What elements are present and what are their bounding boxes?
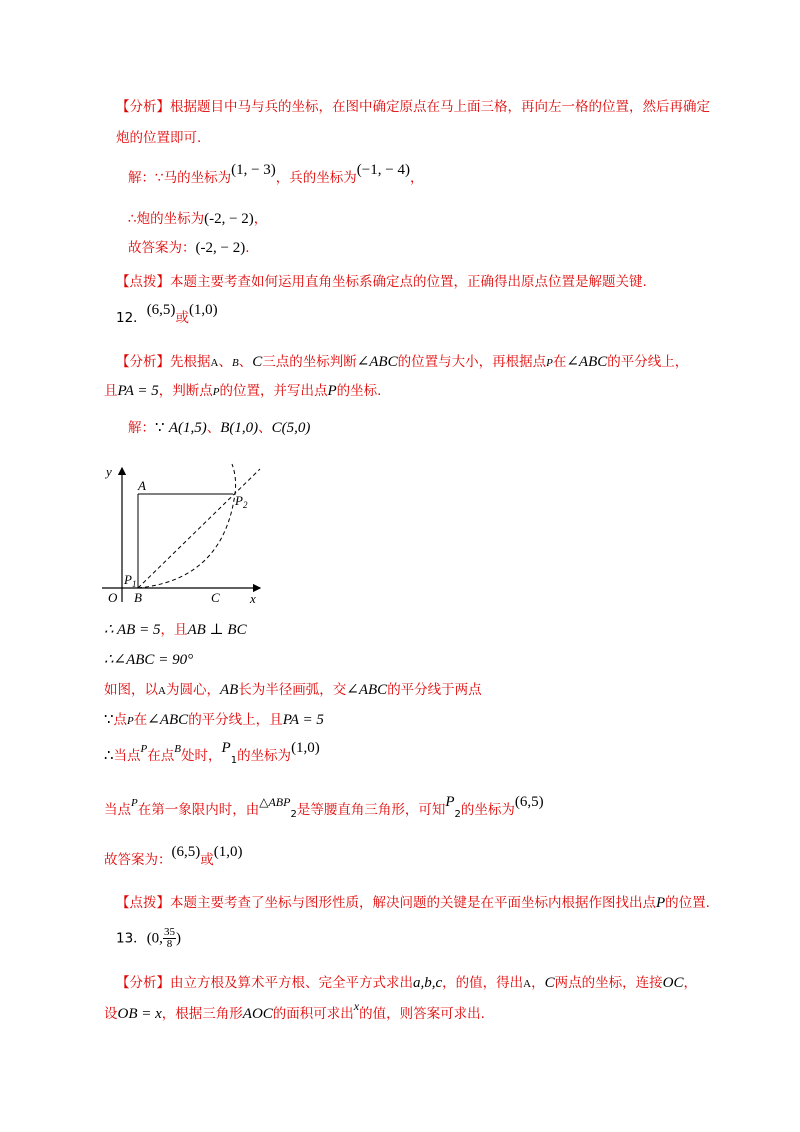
p11-cannon-prefix: ∴炮的坐标为 <box>128 211 205 227</box>
p13-an-t4: 两点的坐标，连接 <box>554 975 663 991</box>
p11-answer-prefix: 故答案为： <box>128 240 196 256</box>
p13-an-A: A <box>523 978 532 990</box>
triangle-AOC: AOC <box>242 1006 273 1022</box>
p12-s6-P2-sub: 2 <box>454 809 461 820</box>
p12-s5-B: B <box>174 743 182 755</box>
p12-s3-t4: 的平分线于两点 <box>387 682 482 698</box>
p12-s5-P1: P <box>221 740 231 756</box>
p12-given-line <box>128 418 310 438</box>
p12-s6-P2: P <box>445 794 455 810</box>
soldier-coordinate: (−1, − 4) <box>356 162 410 178</box>
p12-s5-t1: 当点 <box>113 748 141 764</box>
p11-cannon-end: ， <box>253 211 268 227</box>
p12-s1-text: ，且 <box>160 622 188 638</box>
p13-analysis-tag: 【分析】 <box>116 975 170 991</box>
p12-ans2-b: (1,0) <box>213 844 243 860</box>
p12-answer-a: (6,5) <box>146 302 176 318</box>
horse-coordinate: (1, − 3) <box>231 162 276 178</box>
OB-equals-x: OB = x <box>117 1006 162 1022</box>
p11-analysis-text: 根据题目中马与兵的坐标，在图中确定原点在马上面三格，再向左一格的位置，然后再确定 <box>170 99 710 115</box>
point-P-label: P <box>546 357 553 369</box>
p12-ans2-a: (6,5) <box>171 844 201 860</box>
p12-step6 <box>104 794 544 822</box>
fraction-denominator: 8 <box>166 938 173 950</box>
point-C-label: C <box>252 354 263 370</box>
var-x: x <box>353 999 360 1013</box>
p11-answer-line <box>128 238 250 258</box>
p12-an2-t2: ，判断点 <box>158 383 213 399</box>
p12-step4 <box>104 710 324 731</box>
p12-an-sep2: 、 <box>238 354 253 370</box>
angle-ABC-2: ∠ABC <box>566 354 608 370</box>
point-A-label: A <box>210 357 219 369</box>
p12-s4-t3: 的平分线上，且 <box>188 712 283 728</box>
point-P-label-2: P <box>212 386 220 398</box>
p12-s4-t1: 点 <box>113 712 128 728</box>
p12-an2-t1: 且 <box>104 383 118 399</box>
p12-step2 <box>104 650 193 670</box>
p13-an-C: C <box>544 975 555 991</box>
P2-coordinate: (6,5) <box>514 794 544 810</box>
p12-analysis-tag: 【分析】 <box>116 354 170 370</box>
p12-s6-tri-sub: 2 <box>290 809 297 820</box>
p12-s3-angle: ∠ABC <box>346 682 388 698</box>
figure-label-P1: $P_1$ <box>124 572 137 589</box>
p12-an-sep1: 、 <box>218 354 232 370</box>
point-P-label-3: P <box>327 383 337 399</box>
p12-s5-t4: 的坐标为 <box>237 748 292 764</box>
AB-perp-BC: AB ⊥ BC <box>187 622 247 638</box>
p12-an-t1: 先根据 <box>170 354 211 370</box>
p12-s6-t4: 的坐标为 <box>460 802 515 818</box>
p12-sol-prefix: 解： <box>128 420 155 436</box>
angle-ABC-90: ∴∠ABC = 90° <box>104 652 194 668</box>
p11-analysis-text-2: 炮的位置即可. <box>116 130 202 146</box>
cannon-coordinate: (-2, − 2) <box>204 211 254 227</box>
p11-analysis-line2 <box>116 128 201 148</box>
p12-s5-t3: 处时， <box>181 748 222 764</box>
p11-cannon-line <box>128 209 267 229</box>
angle-ABC: ∠ABC <box>356 354 398 370</box>
p12-an-t2: 三点的坐标判断 <box>262 354 357 370</box>
p12-s3-t1: 如图，以 <box>104 682 158 698</box>
p11-answer-coordinate: (-2, − 2) <box>195 240 246 256</box>
p12-answer-b: (1,0) <box>188 302 218 318</box>
p12-ans2-or: 或 <box>200 852 214 868</box>
p12-tip-line <box>116 893 710 913</box>
because-symbol: ∵ <box>155 420 165 436</box>
p12-an-t4: 在 <box>552 354 567 370</box>
p12-s4-t2: 在 <box>133 712 148 728</box>
x-axis-label: x <box>250 591 256 606</box>
p12-step1 <box>104 620 247 640</box>
p12-tip-t2: 的位置. <box>665 895 710 911</box>
vars-abc: a,b,c <box>413 975 443 991</box>
AB-equals-5: ∴ AB = 5 <box>104 622 161 638</box>
p12-s3-A: A <box>158 685 166 697</box>
p13-number: 13． <box>116 930 147 947</box>
p12-an2-t4: 的坐标. <box>336 383 382 399</box>
p11-sol-mid: ，兵的坐标为 <box>275 170 357 186</box>
p12-step5 <box>104 740 320 768</box>
p11-sol-prefix: 解：∵马的坐标为 <box>128 170 232 186</box>
p12-an-t3: 的位置与大小，再根据点 <box>397 354 547 370</box>
p13-an2-t3: 的面积可求出 <box>272 1006 354 1022</box>
p12-analysis-line2 <box>104 381 381 402</box>
p12-s6-t2: 在第一象限内时，由 <box>137 802 260 818</box>
p13-an-t3: ， <box>531 975 545 991</box>
p12-s4-because: ∵ <box>104 712 114 728</box>
P1-coordinate: (1,0) <box>291 740 320 756</box>
figure-label-C: C <box>211 590 220 605</box>
figure-label-P2: $P_2$ <box>235 493 248 510</box>
p12-s3-t2: 为圆心， <box>165 682 220 698</box>
p12-step3 <box>104 680 482 701</box>
p12-answer-header <box>116 302 218 328</box>
p12-answer-or: 或 <box>175 310 189 326</box>
p13-an2-t2: ，根据三角形 <box>161 1006 243 1022</box>
p12-sol-sep1: 、 <box>206 420 221 436</box>
p12-s6-t1: 当点 <box>104 802 131 818</box>
coord-C: C(5,0) <box>271 420 311 436</box>
fraction-numerator: 35 <box>163 926 175 938</box>
y-axis-label: y <box>106 464 112 479</box>
p12-s3-AB: AB <box>219 682 239 698</box>
p12-sol-sep2: 、 <box>258 420 272 436</box>
p13-analysis-line1 <box>116 973 697 994</box>
p12-s5-t2: 在点 <box>147 748 175 764</box>
p12-s4-angle: ∠ABC <box>147 712 189 728</box>
p11-analysis-tag: 【分析】 <box>116 99 170 115</box>
fraction-35-8 <box>163 927 176 950</box>
p11-analysis-line1 <box>116 97 710 117</box>
coord-B: B(1,0) <box>220 420 259 436</box>
p12-tip-tag: 【点拨】 <box>116 895 170 911</box>
p11-tip-text: 本题主要考查如何运用直角坐标系确定点的位置，正确得出原点位置是解题关键. <box>170 274 647 290</box>
figure-label-O: O <box>108 590 118 605</box>
p13-an2-t1: 设 <box>104 1006 118 1022</box>
p13-an-t2: ，的值，得出 <box>442 975 524 991</box>
p12-s5-P1-sub: 1 <box>230 755 238 766</box>
p13-ans-open: (0, <box>146 930 163 947</box>
point-B-label: B <box>231 357 239 369</box>
p13-an2-t4: 的值，则答案可求出. <box>359 1006 485 1022</box>
p11-tip-line <box>116 272 647 292</box>
p12-s4-cond: PA = 5 <box>282 712 324 728</box>
p12-answer-line <box>104 844 243 870</box>
therefore-symbol: ∴ <box>104 748 114 764</box>
p12-s4-P: P <box>127 715 134 727</box>
p11-tip-tag: 【点拨】 <box>116 274 170 290</box>
p12-ans2-prefix: 故答案为： <box>104 852 172 868</box>
figure-label-A: A <box>138 478 146 493</box>
p12-number: 12． <box>116 310 147 326</box>
p11-sol-end: ， <box>409 170 424 186</box>
p12-tip-t1: 本题主要考查了坐标与图形性质，解决问题的关键是在平面坐标内根据作图找出点 <box>170 895 656 911</box>
p12-an2-t3: 的位置，并写出点 <box>219 383 328 399</box>
condition-PA-5: PA = 5 <box>117 383 159 399</box>
figure-label-B: B <box>134 590 142 605</box>
p13-analysis-line2 <box>104 999 485 1024</box>
p11-solution-line <box>128 162 424 188</box>
p13-answer-header <box>116 927 181 950</box>
p12-analysis-line1 <box>116 352 688 373</box>
p13-an-t1: 由立方根及算术平方根、完全平方式求出 <box>170 975 413 991</box>
arc-center-A <box>138 464 236 588</box>
p11-answer-end: . <box>245 240 250 256</box>
coordinate-figure <box>100 460 280 610</box>
p12-s6-t3: 是等腰直角三角形，可知 <box>296 802 446 818</box>
p12-tip-P: P <box>656 895 666 911</box>
angle-bisector <box>138 469 260 588</box>
triangle-ABP2: △ABP <box>259 795 291 809</box>
coord-A: A(1,5) <box>168 420 207 436</box>
p12-s6-P: P <box>131 797 138 809</box>
p12-s5-P: P <box>140 743 148 755</box>
segment-OC: OC <box>662 975 684 991</box>
p13-ans-close: ) <box>175 930 181 947</box>
p13-an-t5: ， <box>683 975 697 991</box>
p12-s3-t3: 长为半径画弧，交 <box>238 682 347 698</box>
p12-an-t5: 的平分线上， <box>607 354 689 370</box>
